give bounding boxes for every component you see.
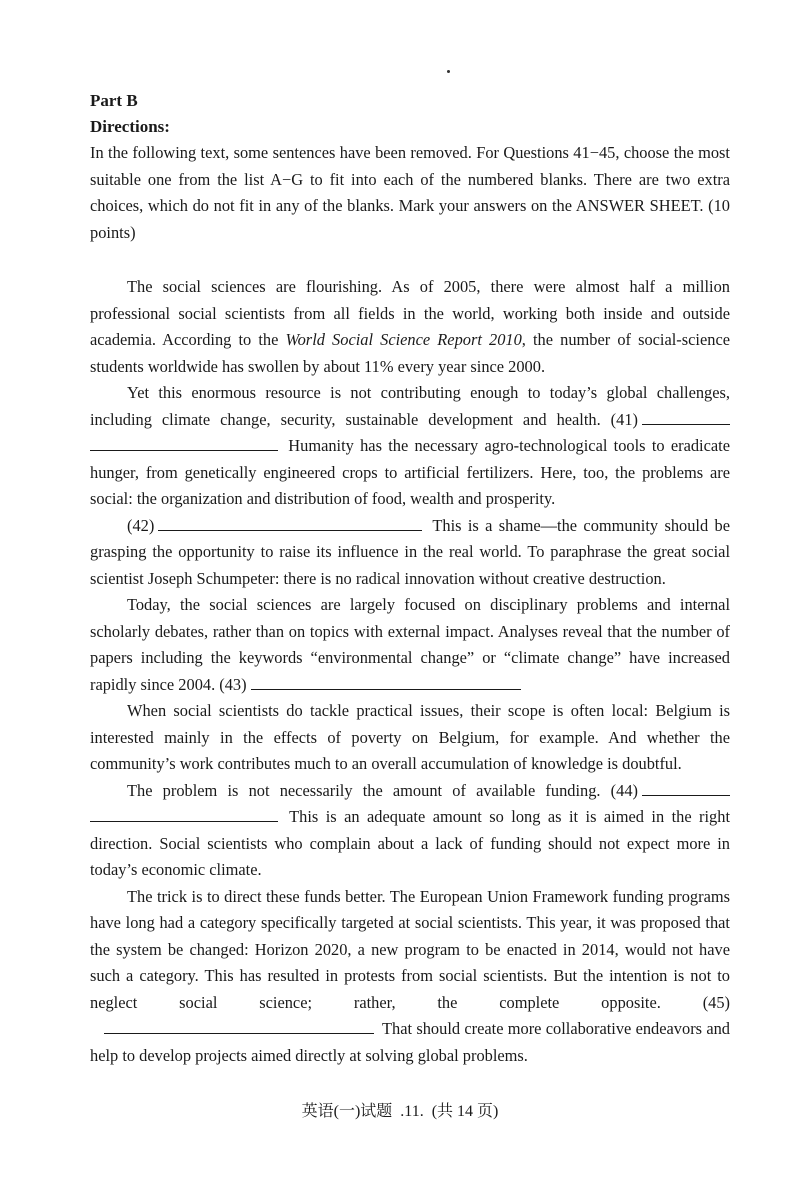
p7-text-a: The trick is to direct these funds better. The European Union Framework funding programs have long had a category specifically targeted at social scientists. This year, it was proposed that the system be changed: Horizon 2020, a new program to be enacted in 2014, would not have such a category. This has resulted in protests from social scientists. But the intention is not to neglect social science; rather, the complete opposite. [90,886,730,1012]
answer-blank-43[interactable] [251,688,521,690]
p5-text: When social scientists do tackle practical issues, their scope is often local: Belgium is interested mainly in the effects of poverty on Belgium, for example. And whether the community’s work contributes much to an overall accumulation of knowledge is doubtful. [90,701,730,773]
p4-text: Today, the social sciences are largely focused on disciplinary problems and internal scholarly debates, rather than on topics with external impact. Analyses reveal that the number of papers including the keywords “environmental change” or “climate change” have increased rapidly since 2004. (43) [90,595,730,694]
exam-page [90,88,730,1069]
footer-page-number: .11. [400,1103,424,1120]
answer-blank-44-cont[interactable] [90,820,278,822]
directions-label: Directions: [90,117,170,136]
p3-text: This is a shame—the community should be grasping the opportunity to raise its influence in the real world. To paraphrase the great social scientist Joseph Schumpeter: there is no radical innovation without creative destruction. [90,515,730,588]
paragraph-6 [90,778,730,884]
question-45-label: (45) [702,992,730,1012]
paragraph-4 [90,592,730,698]
report-title: World Social Science Report 2010 [285,330,522,349]
part-title: Part B [90,91,138,110]
question-42-label: (42) [127,515,155,535]
paragraph-3 [90,513,730,593]
answer-blank-41-cont[interactable] [90,449,278,451]
p7-text-b: That should create more collaborative endeavors and help to develop projects aimed directly at solving global problems. [90,1019,730,1065]
footer-subject: 英语(一)试题 [301,1103,393,1120]
answer-blank-41[interactable] [642,423,730,425]
p1-text-b: , the number of social-science students worldwide has swollen by about 11% every year since 2000. [90,330,730,376]
paragraph-5 [90,698,730,778]
scan-speck [447,70,450,73]
answer-blank-44[interactable] [642,794,730,796]
paragraph-7 [90,884,730,1070]
p2-text-a: Yet this enormous resource is not contributing enough to today’s global challenges, including climate change, security, sustainable development and health. (41) [90,383,730,429]
paragraph-1 [90,274,730,380]
footer-total-pages: (共 14 页) [431,1103,499,1120]
p6-text-b: This is an adequate amount so long as it is aimed in the right direction. Social scientists who complain about a lack of funding should not expect more in today’s economic climate. [90,807,730,879]
p2-text-b: Humanity has the necessary agro-technological tools to eradicate hunger, from genetically engineered crops to artificial fertilizers. Here, too, the problems are social: the organization and distribution of food, wealth and prosperity. [90,436,730,508]
p6-text-a: The problem is not necessarily the amount of available funding. (44) [127,780,638,800]
section-gap [90,246,730,272]
answer-blank-42[interactable] [158,529,422,531]
page-footer [0,1098,800,1121]
directions-text: In the following text, some sentences have been removed. For Questions 41−45, choose the most suitable one from the list A−G to fit into each of the numbered blanks. There are two extra choices, which do not fit in any of the blanks. Mark your answers on the ANSWER SHEET. (10 points) [90,143,730,242]
paragraph-2 [90,380,730,513]
answer-blank-45[interactable] [104,1032,374,1034]
p1-text-a: The social sciences are flourishing. As of 2005, there were almost half a million professional social scientists from all fields in the world, working both inside and outside academia. According to the [90,277,730,349]
